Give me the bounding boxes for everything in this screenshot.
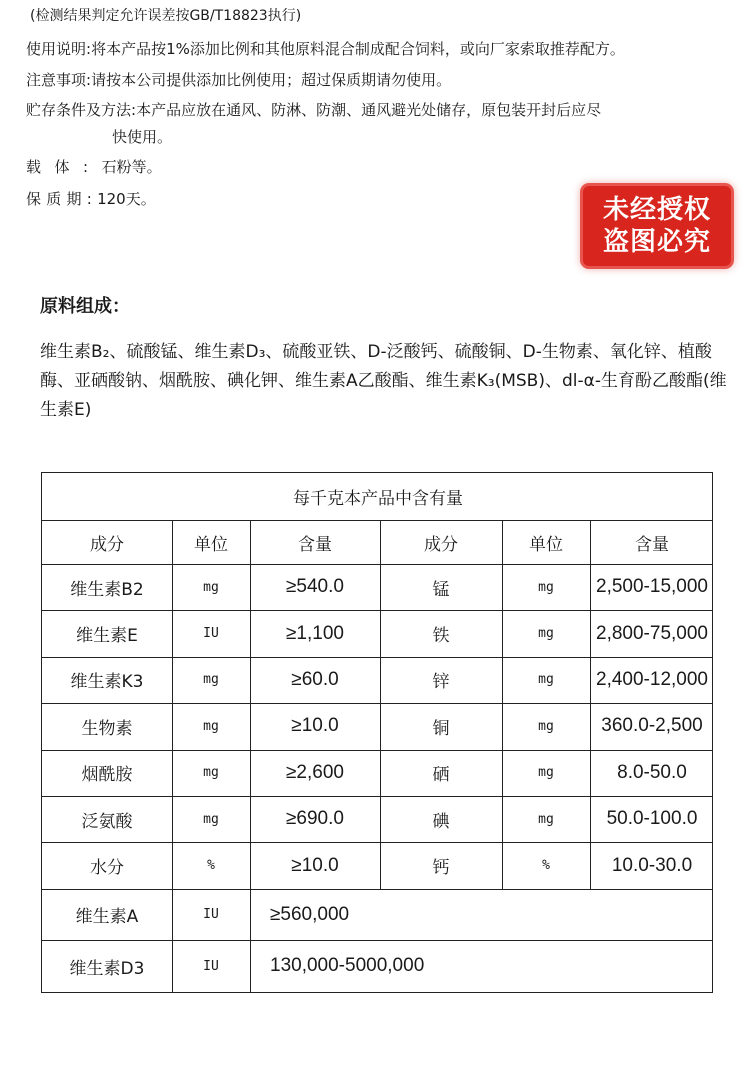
table-header-amount: 含量 <box>298 534 332 555</box>
table-cell-unit: IU <box>203 626 219 642</box>
table-cell-unit: mg <box>203 579 219 595</box>
table-cell-amount: ≥540.0 <box>286 576 344 598</box>
table-header-amount-2: 含量 <box>635 534 669 555</box>
tolerance-note: (检测结果判定允许误差按GB/T18823执行) <box>30 8 302 24</box>
table-cell-ingredient-2: 碘 <box>432 811 450 832</box>
carrier-line <box>26 157 162 177</box>
table-column-divider <box>380 520 381 889</box>
carrier-text: 石粉等。 <box>101 158 162 176</box>
table-cell-ingredient: 维生素E <box>76 626 138 647</box>
table-cell-ingredient: 泛氨酸 <box>81 811 133 832</box>
table-cell-amount-2: 50.0-100.0 <box>606 808 698 830</box>
table-cell-unit: mg <box>203 672 219 688</box>
shelf-life-text: 120天。 <box>97 190 156 208</box>
table-cell-amount-2: 2,400-12,000 <box>596 668 708 690</box>
table-header-ingredient-2: 成分 <box>424 534 458 555</box>
storage-text: 本产品应放在通风、防淋、防潮、通风避光处储存，原包装开封后应尽 <box>136 101 602 119</box>
table-cell-amount: ≥60.0 <box>291 668 339 690</box>
table-cell-unit: mg <box>203 811 219 827</box>
table-cell-unit-2: mg <box>538 718 554 734</box>
table-header-unit: 单位 <box>194 534 228 555</box>
storage-line <box>26 100 601 120</box>
table-cell-ingredient: 烟酰胺 <box>81 765 133 786</box>
table-cell-amount-2: 2,500-15,000 <box>596 576 708 598</box>
table-column-divider <box>502 520 503 889</box>
table-cell-unit: mg <box>203 718 219 734</box>
table-cell-amount: ≥10.0 <box>291 854 339 876</box>
table-cell-ingredient: 维生素B2 <box>70 579 144 600</box>
table-cell-ingredient: 水分 <box>90 858 124 879</box>
table-title: 每千克本产品中含有量 <box>293 489 463 509</box>
table-header-ingredient: 成分 <box>90 534 124 555</box>
nutrient-table <box>41 472 713 993</box>
stamp-line-1: 未经授权 <box>602 195 711 225</box>
table-cell-unit: % <box>207 858 215 874</box>
table-header-unit-2: 单位 <box>529 534 563 555</box>
table-column-divider <box>172 520 173 992</box>
table-cell-amount: 130,000-5000,000 <box>270 955 425 977</box>
table-cell-unit-2: mg <box>538 765 554 781</box>
stamp-line-2: 盗图必究 <box>602 227 711 257</box>
table-cell-unit-2: mg <box>538 811 554 827</box>
table-cell-unit-2: mg <box>538 579 554 595</box>
table-cell-amount: ≥690.0 <box>286 808 344 830</box>
table-cell-unit-2: % <box>542 858 550 874</box>
table-cell-ingredient: 维生素A <box>75 907 139 928</box>
table-cell-ingredient-2: 钙 <box>432 858 450 879</box>
ingredients-title: 原料组成： <box>40 296 130 317</box>
copyright-stamp <box>583 186 731 266</box>
table-cell-ingredient-2: 铜 <box>432 718 450 739</box>
table-cell-amount: ≥2,600 <box>286 761 344 783</box>
table-cell-unit-2: mg <box>538 626 554 642</box>
table-cell-ingredient-2: 硒 <box>432 765 450 786</box>
table-cell-amount-2: 2,800-75,000 <box>596 622 708 644</box>
table-cell-amount: ≥10.0 <box>291 715 339 737</box>
table-cell-unit: IU <box>203 907 219 923</box>
shelf-life-line <box>26 189 156 209</box>
ingredients-list: 维生素B₂、硫酸锰、维生素D₃、硫酸亚铁、D-泛酸钙、硫酸铜、D-生物素、氧化锌、植酸酶、亚硒酸钠、烟酰胺、碘化钾、维生素A乙酸酯、维生素K₃(MSB)、dl-α-生育酚乙酸酯(维生素E) <box>40 342 727 420</box>
storage-label: 贮存条件及方法: <box>26 101 137 119</box>
table-cell-unit: mg <box>203 765 219 781</box>
table-cell-ingredient: 维生素K3 <box>70 672 144 693</box>
table-cell-amount: ≥560,000 <box>270 903 350 925</box>
table-cell-amount-2: 10.0-30.0 <box>611 854 693 876</box>
table-cell-ingredient: 维生素D3 <box>69 958 145 979</box>
usage-text: 将本产品按1%添加比例和其他原料混合制成配合饲料，或向厂家索取推荐配方。 <box>91 40 625 58</box>
table-cell-unit-2: mg <box>538 672 554 688</box>
usage-label: 使用说明: <box>26 40 92 58</box>
shelf-life-label: 保质期: <box>26 190 98 208</box>
storage-line-2: 快使用。 <box>112 128 173 146</box>
table-column-divider <box>590 520 591 889</box>
table-cell-ingredient-2: 锰 <box>432 579 450 600</box>
caution-label: 注意事项: <box>26 71 92 89</box>
table-cell-amount-2: 360.0-2,500 <box>601 715 703 737</box>
table-cell-amount-2: 8.0-50.0 <box>617 761 687 783</box>
table-cell-amount: ≥1,100 <box>286 622 344 644</box>
table-cell-ingredient-2: 铁 <box>432 626 450 647</box>
carrier-label: 载体: <box>26 158 102 176</box>
caution-text: 请按本公司提供添加比例使用；超过保质期请勿使用。 <box>91 71 452 89</box>
usage-line <box>26 39 625 59</box>
table-column-divider <box>250 520 251 992</box>
table-cell-unit: IU <box>203 958 219 974</box>
caution-line <box>26 70 451 90</box>
table-cell-ingredient-2: 锌 <box>432 672 450 693</box>
table-cell-ingredient: 生物素 <box>81 718 133 739</box>
